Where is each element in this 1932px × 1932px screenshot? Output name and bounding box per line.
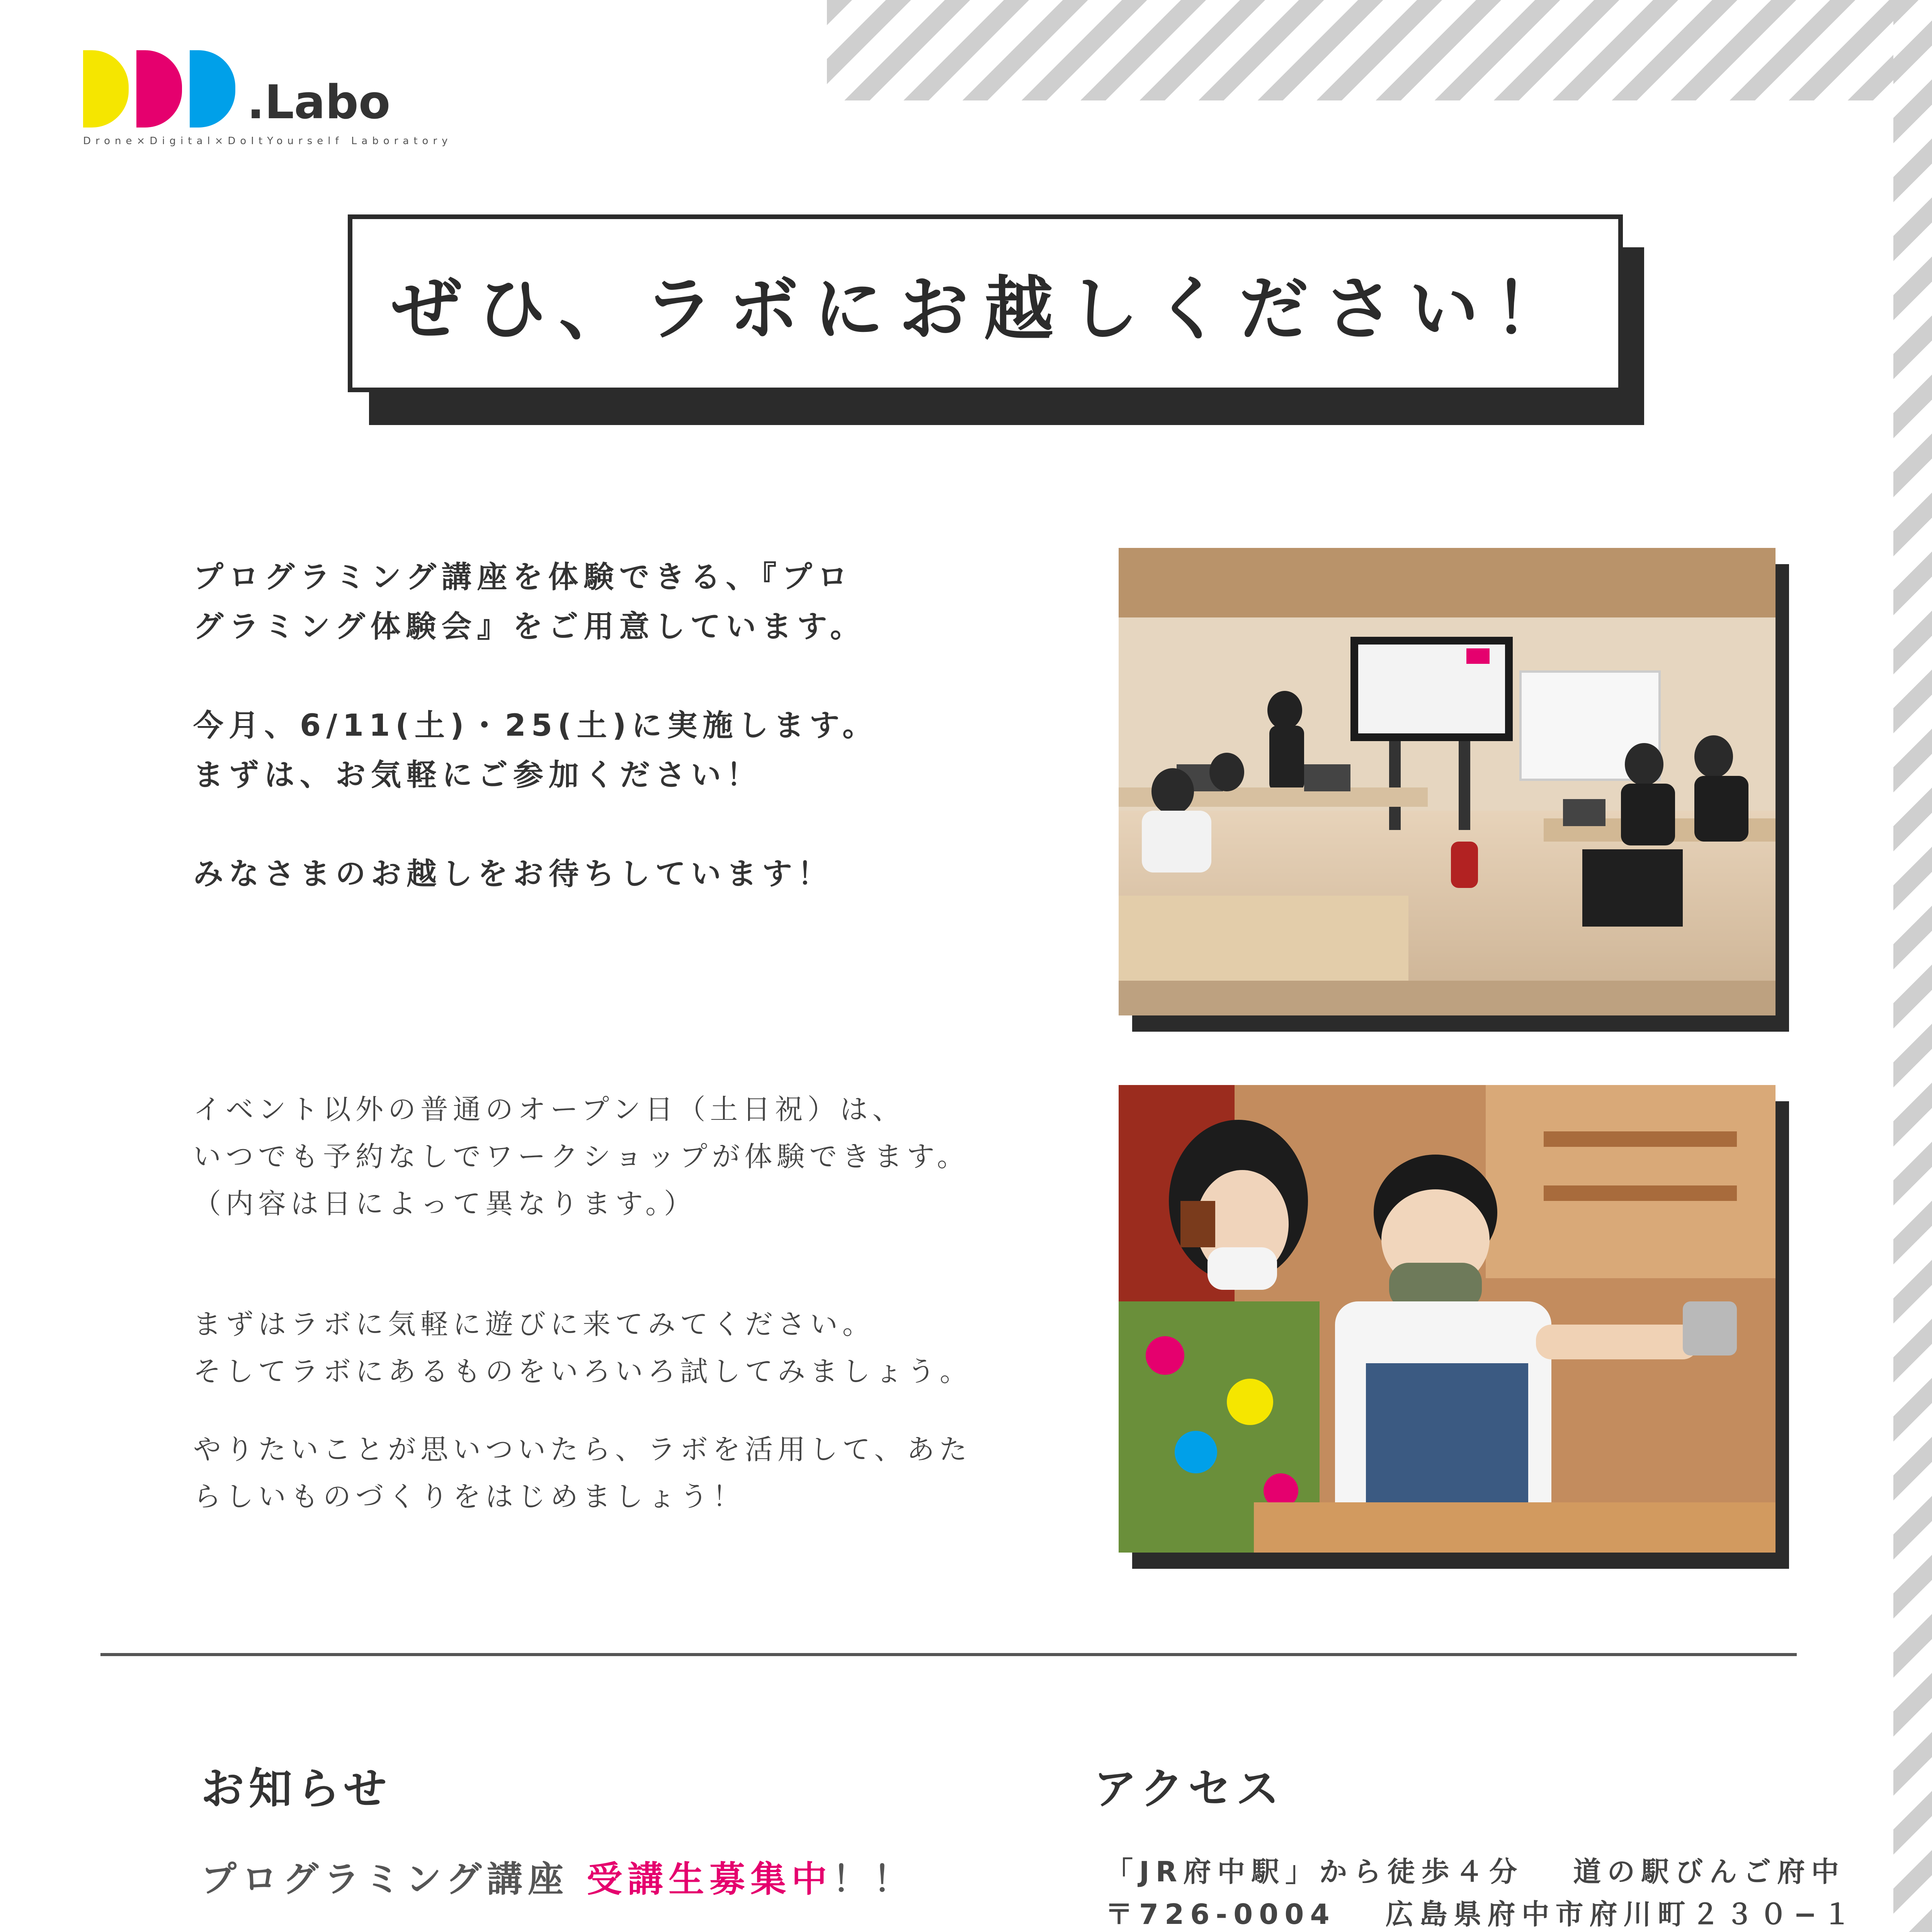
intro-line: まずは、お気軽にご参加ください！ <box>193 758 762 793</box>
ddd-labo-logo <box>83 50 452 147</box>
intro-line: グラミング体験会』をご用意しています。 <box>193 609 866 644</box>
section-divider <box>100 1653 1797 1656</box>
headline: ぜひ、ラボにお越しください！ <box>348 214 1623 392</box>
stripe-right <box>1893 0 1932 1932</box>
openday-line: いつでも予約なしでワークショップが体験できます。 <box>193 1140 969 1173</box>
logo-d-blue <box>190 50 235 128</box>
access-address: 〒726-0004 広島県府中市府川町２３０−１ <box>1105 1898 1857 1930</box>
openday-line: （内容は日によって異なります。） <box>193 1187 697 1220</box>
notice-title-highlight: 受講生募集中 <box>587 1859 833 1900</box>
openday-line: らしいものづくりをはじめましょう！ <box>193 1480 745 1513</box>
intro-text <box>193 553 878 899</box>
notice-title-suffix: ！！ <box>832 1859 915 1900</box>
logo-d-pink <box>136 50 182 128</box>
openday-text <box>193 1086 972 1520</box>
classroom-illustration <box>1119 548 1776 1015</box>
photo-kids <box>1119 1085 1776 1553</box>
openday-line: イベント以外の普通のオープン日（土日祝）は、 <box>193 1093 905 1126</box>
openday-line: そしてラボにあるものをいろいろ試してみましょう。 <box>193 1355 973 1388</box>
intro-line: 今月、6/11(土)・25(土)に実施します。 <box>193 708 878 743</box>
access-directions: 「JR府中駅」から徒歩４分 道の駅びんご府中 <box>1105 1855 1845 1888</box>
logo-d-yellow <box>83 50 129 128</box>
logo-subtitle: Drone×Digital×DoItYourself Laboratory <box>83 135 452 147</box>
spacer <box>193 800 878 849</box>
spacer <box>193 1227 972 1301</box>
notice-heading: お知らせ <box>201 1764 391 1814</box>
spacer <box>193 651 878 701</box>
notice-title-prefix: プログラミング講座 <box>201 1859 587 1900</box>
openday-line: やりたいことが思いついたら、ラボを活用して、あた <box>193 1433 972 1466</box>
spacer <box>193 1395 972 1426</box>
stripe-top-right <box>827 0 1932 100</box>
photo-classroom <box>1119 548 1776 1015</box>
logo-wordmark: .Labo <box>247 76 391 129</box>
notice-title <box>201 1851 914 1902</box>
intro-line: みなさまのお越しをお待ちしています！ <box>193 857 833 891</box>
intro-line: プログラミング講座を体験できる、『プロ <box>193 560 853 595</box>
openday-line: まずはラボに気軽に遊びに来てみてください。 <box>193 1308 875 1340</box>
kids-illustration <box>1119 1085 1776 1553</box>
access-heading: アクセス <box>1094 1764 1284 1814</box>
